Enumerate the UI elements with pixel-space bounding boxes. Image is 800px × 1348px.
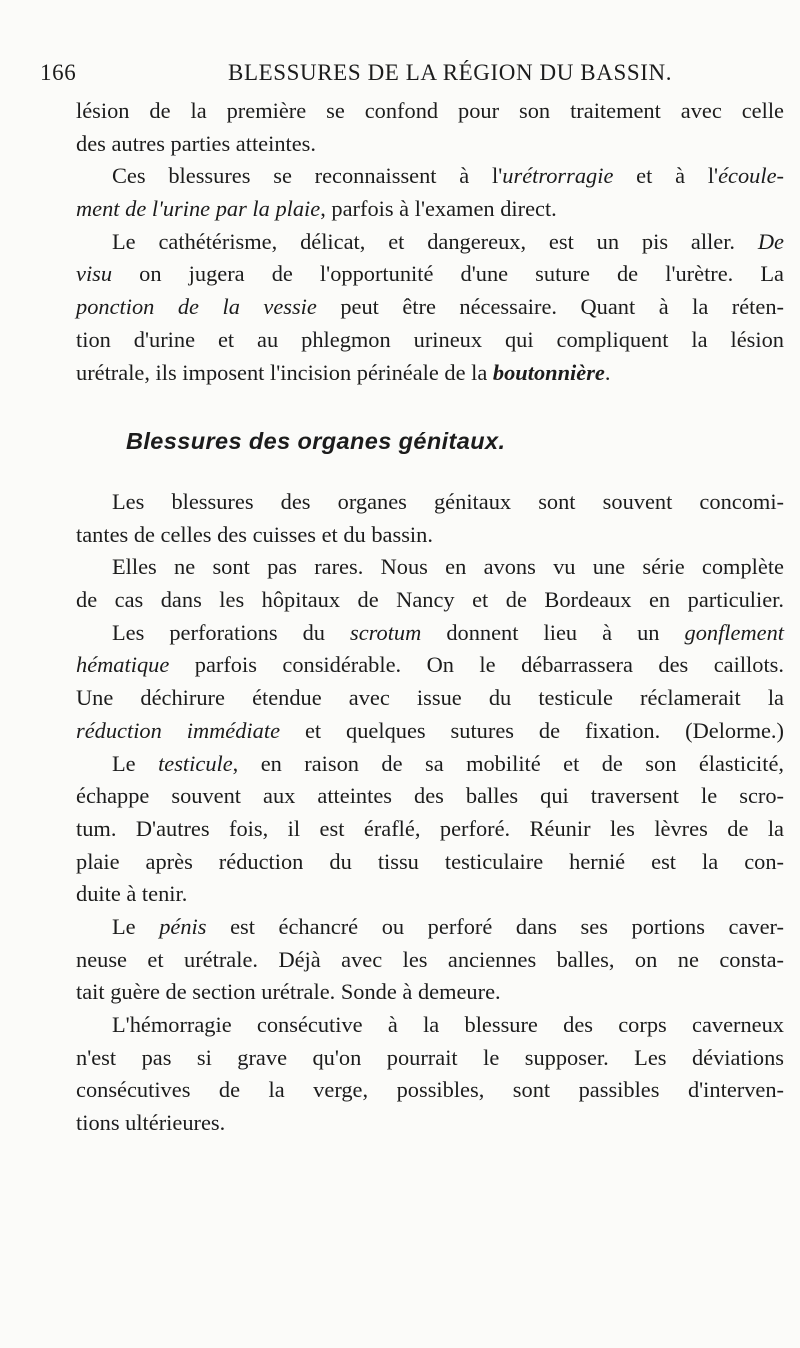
- text-line: de cas dans les hôpitaux de Nancy et de Bordeaux en particulier.: [76, 587, 784, 613]
- text-line: échappe souvent aux atteintes des balles qui traversent le scro-: [76, 783, 784, 809]
- text-line: consécutives de la verge, possibles, sont passibles d'interven-: [76, 1077, 784, 1103]
- section-heading: Blessures des organes génitaux.: [126, 428, 506, 454]
- text-line: tait guère de section urétrale. Sonde à demeure.: [76, 979, 501, 1005]
- term-scrotum: scrotum: [349, 619, 422, 645]
- text-line: neuse et urétrale. Déjà avec les anciennes balles, on ne consta-: [76, 946, 784, 972]
- text-line: tum. D'autres fois, il est éraflé, perforé. Réunir les lèvres de la: [76, 815, 784, 841]
- text-line: Le cathétérisme, délicat, et dangereux, est un pis aller. De: [112, 228, 784, 254]
- page-header: [40, 58, 762, 88]
- running-title: BLESSURES DE LA RÉGION DU BASSIN.: [228, 60, 673, 85]
- page-number: 166: [40, 60, 77, 85]
- term-visu: visu: [76, 261, 113, 287]
- text-line: Le pénis est échancré ou perforé dans ses portions caver-: [112, 913, 784, 939]
- text-line: tantes de celles des cuisses et du bassin.: [76, 521, 433, 547]
- term-hematique: hématique: [76, 652, 170, 678]
- text-line: urétrale, ils imposent l'incision périnéale de la boutonnière.: [76, 359, 611, 385]
- term-urethrorrhagia: urétrorragie: [502, 163, 614, 189]
- text-line: réduction immédiate et quelques sutures de fixation. (Delorme.): [76, 717, 784, 743]
- term-reduction: réduction immédiate: [76, 717, 281, 743]
- term-urine-flow: ment de l'urine par la plaie: [76, 196, 321, 222]
- term-penis: pénis: [159, 913, 207, 939]
- text-line: ment de l'urine par la plaie, parfois à l'examen direct.: [76, 196, 557, 222]
- text-line: Le testicule, en raison de sa mobilité et de son élasticité,: [112, 750, 785, 776]
- term-gonflement: gonflement: [684, 619, 784, 645]
- text-line: Ces blessures se reconnaissent à l'urétrorragie et à l'écoule-: [112, 163, 784, 189]
- text-line: Les blessures des organes génitaux sont souvent concomi-: [112, 489, 784, 514]
- text-line: hématique parfois considérable. On le débarrassera des caillots.: [76, 652, 784, 678]
- text-line: lésion de la première se confond pour son traitement avec celle: [76, 98, 784, 123]
- text-line: ponction de la vessie peut être nécessaire. Quant à la réten-: [76, 294, 784, 320]
- term-boutonniere: boutonnière: [492, 359, 605, 385]
- text-line: Elles ne sont pas rares. Nous en avons vu une série complète: [112, 554, 784, 580]
- text-line: duite à tenir.: [76, 881, 188, 907]
- term-de: De: [757, 228, 784, 254]
- text-line: Les perforations du scrotum donnent lieu à un gonflement: [112, 619, 784, 645]
- text-line: plaie après réduction du tissu testiculaire hernié est la con-: [76, 848, 784, 874]
- paragraph-block-genitals: [76, 486, 784, 1140]
- text-line: des autres parties atteintes.: [76, 130, 316, 156]
- text-line: tions ultérieures.: [76, 1110, 226, 1136]
- text-line: L'hémorragie consécutive à la blessure des corps caverneux: [112, 1012, 784, 1037]
- paragraph-block-urethra: [76, 95, 784, 389]
- text-line: n'est pas si grave qu'on pourrait le supposer. Les déviations: [76, 1044, 784, 1070]
- text-line: tion d'urine et au phlegmon urineux qui compliquent la lésion: [76, 326, 784, 352]
- term-testicule: testicule: [158, 750, 233, 776]
- text-line: Une déchirure étendue avec issue du testicule réclamerait la: [76, 685, 784, 711]
- term-ponction: ponction de la vessie: [76, 294, 317, 320]
- text-line: visu on jugera de l'opportunité d'une suture de l'urètre. La: [76, 261, 784, 287]
- term-ecoulement: écoule-: [718, 163, 784, 189]
